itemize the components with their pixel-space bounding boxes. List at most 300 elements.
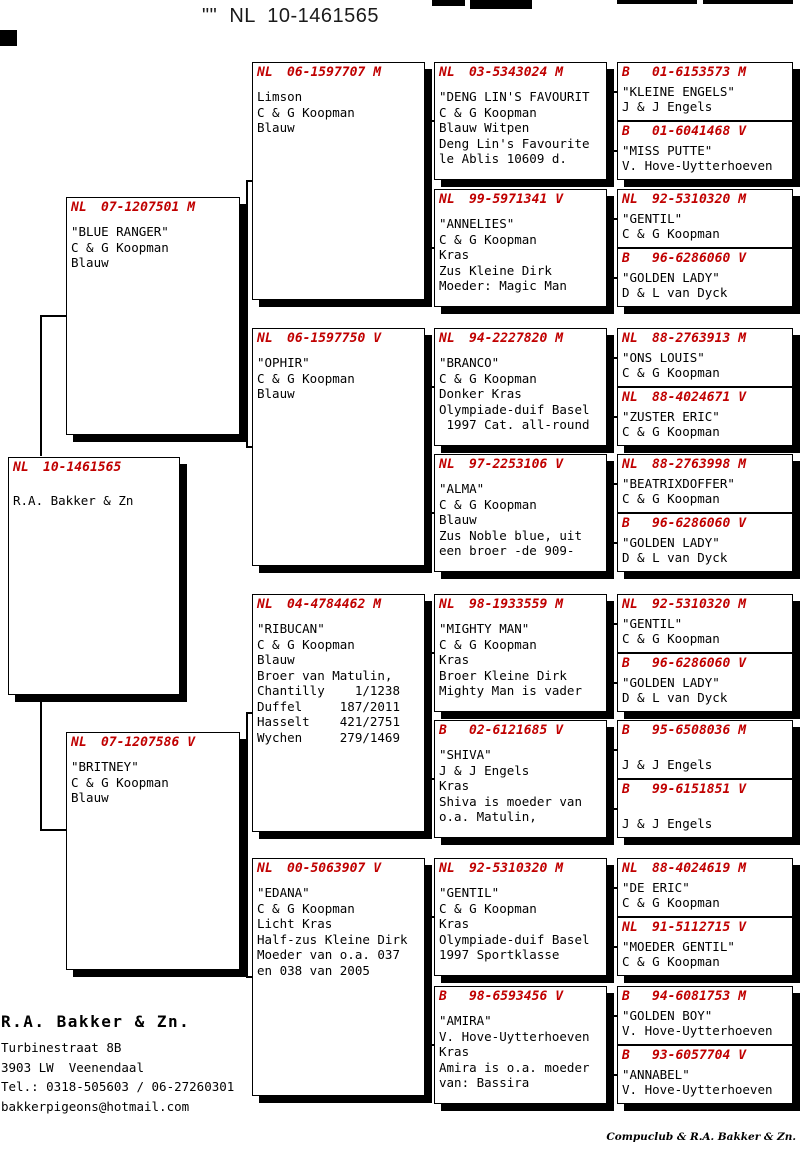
sex-code: M	[738, 861, 747, 876]
pedigree-text-line: Blauw	[257, 120, 295, 135]
pigeon-name: "GENTIL"	[622, 211, 683, 226]
pedigree-text-line	[257, 402, 422, 418]
ring-digits: 88-2763913	[652, 331, 731, 346]
connector-line	[40, 694, 42, 831]
owner-phone: Tel.: 0318-505603 / 06-27260301	[1, 1079, 235, 1094]
gg-grandparent-entry-9	[617, 594, 793, 653]
pedigree-text-line: Chantilly 1/1238	[257, 683, 400, 698]
pedigree-text-line: Blauw	[257, 386, 295, 401]
connector-line	[246, 712, 252, 714]
pedigree-text-line: Donker Kras	[439, 386, 522, 401]
ring-number	[622, 782, 790, 799]
pedigree-text-line: le Ablis 10609 d.	[439, 151, 567, 166]
country-code: B	[622, 782, 630, 797]
great-grandparent-box-6	[434, 720, 607, 838]
ring-number	[439, 457, 604, 474]
ring-number	[622, 1048, 790, 1065]
pedigree-text-line	[257, 136, 422, 152]
country-code: NL	[71, 200, 87, 215]
pigeon-name	[622, 801, 790, 816]
footer-credit: Compuclub & R.A. Bakker & Zn.	[606, 1131, 796, 1143]
pedigree-text-line: een broer -de 909-	[439, 543, 575, 558]
pedigree-text-line	[257, 167, 422, 183]
connector-line	[428, 652, 430, 780]
ring-digits: 88-4024671	[652, 390, 731, 405]
country-code: NL	[257, 65, 273, 80]
pedigree-text-line: Deng Lin's Favourite	[439, 135, 590, 151]
connector-line	[246, 180, 252, 182]
ring-number	[622, 251, 790, 268]
pedigree-text-line: Mighty Man is vader	[439, 683, 582, 698]
country-code: B	[622, 124, 630, 139]
ring-digits: 99-5971341	[469, 192, 548, 207]
pedigree-text-line: J & J Engels	[622, 816, 713, 831]
ring-number	[439, 331, 604, 348]
ring-number	[622, 457, 790, 474]
pedigree-text-line: C & G Koopman	[622, 895, 720, 910]
pedigree-text-line: Blauw	[71, 255, 109, 270]
ring-number	[622, 124, 790, 141]
gg-grandparent-entry-12	[617, 779, 793, 838]
pedigree-text-line: Limson	[257, 89, 303, 104]
ring-digits: 01-6041468	[652, 124, 731, 139]
subject-box	[8, 457, 180, 695]
ring-number	[439, 65, 604, 82]
sex-code: V	[555, 989, 564, 1004]
pedigree-text-line: Amira is o.a. moeder	[439, 1059, 590, 1075]
pigeon-name: "ZUSTER ERIC"	[622, 409, 720, 424]
great-grandparent-box-4	[434, 454, 607, 572]
gg-grandparent-entry-3	[617, 189, 793, 248]
country-code: NL	[622, 390, 638, 405]
sex-code: V	[555, 457, 564, 472]
ring-number	[622, 656, 790, 673]
great-grandparent-box-5	[434, 594, 607, 712]
pedigree-text-line: "SHIVA"	[439, 747, 492, 762]
pigeon-name: "ONS LOUIS"	[622, 350, 705, 365]
sex-code: M	[738, 723, 747, 738]
pedigree-text-line: C & G Koopman	[439, 370, 537, 386]
country-code: B	[622, 723, 630, 738]
ring-number	[622, 723, 790, 740]
sex-code: V	[555, 723, 564, 738]
pedigree-text-line: "GENTIL"	[439, 885, 500, 900]
sex-code: V	[738, 920, 747, 935]
pedigree-text-line: C & G Koopman	[257, 370, 355, 386]
gg-grandparent-entry-10	[617, 653, 793, 712]
connector-line	[428, 120, 430, 249]
pedigree-text-line: Olympiade-duif Basel	[439, 931, 590, 947]
sex-code: V	[738, 124, 747, 139]
great-grandparent-box-2	[434, 189, 607, 307]
pedigree-text-line	[257, 448, 422, 464]
gg-grandparent-entry-13	[617, 858, 793, 917]
ring-digits: 07-1207501	[101, 200, 180, 215]
country-code: NL	[71, 735, 87, 750]
connector-line	[610, 1015, 612, 1076]
sex-code: V	[738, 251, 747, 266]
pigeon-name: "DE ERIC"	[622, 880, 690, 895]
ring-number	[439, 723, 604, 740]
connector-line	[610, 91, 612, 152]
sex-code: M	[187, 200, 196, 215]
pedigree-text-line: "BRITNEY"	[71, 759, 139, 774]
connector-line	[428, 916, 430, 1046]
pedigree-text-line: C & G Koopman	[622, 631, 720, 646]
pedigree-text-line: "OPHIR"	[257, 355, 310, 370]
pedigree-text-line: J & J Engels	[439, 762, 530, 778]
country-code: NL	[622, 192, 638, 207]
country-code: B	[622, 656, 630, 671]
owner-email: bakkerpigeons@hotmail.com	[1, 1098, 190, 1114]
ring-digits: 92-5310320	[469, 861, 548, 876]
pedigree-text-line: C & G Koopman	[439, 496, 537, 512]
country-code: NL	[439, 192, 455, 207]
pedigree-text-line: Broer van Matulin,	[257, 667, 393, 683]
sex-code: M	[373, 65, 382, 80]
pedigree-text-line: Shiva is moeder van	[439, 793, 582, 809]
sex-code: V	[187, 735, 196, 750]
connector-line	[41, 829, 66, 831]
sex-code: V	[738, 390, 747, 405]
gg-grandparent-entry-7	[617, 454, 793, 513]
sex-code: M	[738, 457, 747, 472]
connector-line	[246, 446, 252, 448]
connector-line	[41, 315, 66, 317]
pedigree-text-line: Kras	[439, 247, 470, 262]
sex-code: V	[738, 516, 747, 531]
country-code: NL	[622, 331, 638, 346]
pedigree-text-line: C & G Koopman	[257, 636, 355, 652]
sex-code: M	[738, 597, 747, 612]
pedigree-text-line: C & G Koopman	[257, 104, 355, 120]
scan-artifact	[617, 0, 697, 4]
sex-code: V	[738, 656, 747, 671]
country-code: B	[439, 989, 447, 1004]
pedigree-text-line: Duffel 187/2011	[257, 698, 400, 714]
connector-line	[610, 808, 617, 810]
connector-line	[246, 180, 248, 448]
gg-grandparent-entry-8	[617, 513, 793, 572]
country-code: NL	[439, 457, 455, 472]
pedigree-text-line: Olympiade-duif Basel	[439, 401, 590, 417]
connector-line	[610, 749, 612, 810]
sex-code: M	[738, 989, 747, 1004]
ring-number	[257, 65, 422, 82]
pedigree-text-line: Moeder: Magic Man	[439, 278, 567, 293]
sex-code: V	[738, 1048, 747, 1063]
pedigree-title: "" NL 10-1461565	[202, 5, 380, 27]
pedigree-text-line	[257, 151, 422, 167]
ring-number	[622, 331, 790, 348]
pedigree-text-line: J & J Engels	[622, 99, 713, 114]
connector-line	[610, 887, 617, 889]
ring-digits: 96-6286060	[652, 251, 731, 266]
pedigree-text-line: "BLUE RANGER"	[71, 224, 169, 239]
sex-code: V	[373, 331, 382, 346]
mother-box	[66, 732, 240, 970]
pedigree-text-line: Kras	[439, 652, 470, 667]
ring-number	[71, 200, 237, 217]
pedigree-text-line: C & G Koopman	[622, 365, 720, 380]
country-code: B	[622, 251, 630, 266]
sex-code: M	[738, 331, 747, 346]
connector-line	[610, 682, 617, 684]
pedigree-text-line: V. Hove-Uytterhoeven	[439, 1028, 590, 1044]
owner-address-line: 3903 LW Veenendaal	[1, 1059, 144, 1075]
pedigree-text-line: Kras	[439, 916, 470, 931]
connector-line	[610, 277, 617, 279]
connector-line	[428, 247, 434, 249]
country-code: NL	[439, 65, 455, 80]
connector-line	[610, 357, 612, 418]
pigeon-name: "KLEINE ENGELS"	[622, 84, 735, 99]
connector-line	[246, 976, 252, 978]
connector-line	[428, 386, 430, 514]
pedigree-text-line: Broer Kleine Dirk	[439, 667, 567, 683]
sex-code: M	[555, 597, 564, 612]
pigeon-name: "MISS PUTTE"	[622, 143, 713, 158]
pigeon-name: "BEATRIXDOFFER"	[622, 476, 735, 491]
pedigree-text-line: C & G Koopman	[439, 900, 537, 916]
ring-number	[622, 192, 790, 209]
connector-line	[428, 512, 434, 514]
connector-line	[610, 623, 617, 625]
connector-line	[610, 483, 612, 544]
pedigree-text-line	[257, 433, 422, 449]
sex-code: M	[373, 597, 382, 612]
ring-number	[439, 192, 604, 209]
scan-artifact	[703, 0, 793, 4]
ring-number	[622, 989, 790, 1006]
ring-number	[257, 597, 422, 614]
country-code: B	[622, 65, 630, 80]
scan-artifact	[432, 0, 465, 6]
pedigree-text-line	[257, 978, 422, 994]
connector-line	[428, 1044, 434, 1046]
sex-code: V	[373, 861, 382, 876]
connector-line	[610, 623, 612, 684]
pigeon-name: "GOLDEN LADY"	[622, 535, 720, 550]
ring-number	[622, 920, 790, 937]
pedigree-text-line: en 038 van 2005	[257, 962, 370, 978]
ring-digits: 91-5112715	[652, 920, 731, 935]
ring-digits: 93-6057704	[652, 1048, 731, 1063]
pedigree-text-line: Zus Noble blue, uit	[439, 527, 582, 543]
pedigree-text-line: Moeder van o.a. 037	[257, 947, 400, 962]
pedigree-text-line: C & G Koopman	[622, 954, 720, 969]
pedigree-text-line: van: Bassira	[439, 1075, 530, 1090]
pedigree-text-line: Wychen 279/1469	[257, 729, 400, 745]
ring-number	[439, 597, 604, 614]
father-box	[66, 197, 240, 435]
ring-number	[622, 597, 790, 614]
ring-digits: 92-5310320	[652, 192, 731, 207]
ring-digits: 04-4784462	[287, 597, 366, 612]
country-code: B	[439, 723, 447, 738]
gg-grandparent-entry-11	[617, 720, 793, 779]
country-code: B	[622, 1048, 630, 1063]
pedigree-text-line: C & G Koopman	[257, 900, 355, 916]
connector-line	[610, 218, 612, 279]
country-code: NL	[622, 861, 638, 876]
ring-digits: 99-6151851	[652, 782, 731, 797]
pedigree-text-line	[257, 182, 422, 198]
connector-line	[428, 386, 434, 388]
ring-digits: 06-1597707	[287, 65, 366, 80]
sex-code: V	[738, 782, 747, 797]
ring-digits: 10-1461565	[43, 460, 122, 475]
gg-grandparent-entry-16	[617, 1045, 793, 1104]
connector-line	[40, 315, 42, 456]
pedigree-text-line: Blauw Witpen	[439, 120, 530, 135]
pigeon-name: "GENTIL"	[622, 616, 683, 631]
country-code: NL	[622, 597, 638, 612]
ring-digits: 98-1933559	[469, 597, 548, 612]
country-code: NL	[257, 331, 273, 346]
sex-code: M	[555, 331, 564, 346]
connector-line	[610, 91, 617, 93]
sex-code: M	[738, 192, 747, 207]
connector-line	[428, 778, 434, 780]
ring-digits: 02-6121685	[469, 723, 548, 738]
ring-digits: 97-2253106	[469, 457, 548, 472]
pedigree-text-line: Blauw	[257, 652, 295, 667]
pedigree-text-line	[257, 417, 422, 433]
owner-name: R.A. Bakker & Zn.	[1, 1012, 191, 1031]
connector-line	[610, 357, 617, 359]
pedigree-text-line: "ALMA"	[439, 481, 485, 496]
ring-number	[257, 331, 422, 348]
great-grandparent-box-7	[434, 858, 607, 976]
scan-artifact	[470, 0, 532, 9]
ring-digits: 94-6081753	[652, 989, 731, 1004]
connector-line	[428, 652, 434, 654]
pedigree-text-line: C & G Koopman	[439, 231, 537, 247]
connector-line	[610, 749, 617, 751]
connector-line	[610, 887, 612, 948]
ring-number	[622, 390, 790, 407]
pedigree-text-line: "DENG LIN'S FAVOURIT	[439, 89, 590, 104]
grandparent-box-2	[252, 328, 425, 566]
connector-line	[246, 712, 248, 978]
country-code: NL	[257, 861, 273, 876]
pedigree-text-line: J & J Engels	[622, 757, 713, 772]
pedigree-text-line: "AMIRA"	[439, 1013, 492, 1028]
great-grandparent-box-8	[434, 986, 607, 1104]
ring-digits: 00-5063907	[287, 861, 366, 876]
pigeon-name: "ANNABEL"	[622, 1067, 690, 1082]
gg-grandparent-entry-14	[617, 917, 793, 976]
pedigree-text-line	[257, 994, 422, 1010]
ring-digits: 95-6508036	[652, 723, 731, 738]
pedigree-text-line: Kras	[439, 778, 470, 793]
ring-digits: 88-4024619	[652, 861, 731, 876]
ring-number	[257, 861, 422, 878]
pedigree-text-line: C & G Koopman	[622, 491, 720, 506]
pedigree-text-line	[257, 464, 422, 480]
sex-code: M	[555, 65, 564, 80]
sex-code: M	[738, 65, 747, 80]
ring-number	[71, 735, 237, 752]
ring-number	[13, 460, 177, 477]
ring-number	[622, 516, 790, 533]
country-code: NL	[257, 597, 273, 612]
pedigree-text-line: Licht Kras	[257, 916, 333, 931]
ring-digits: 88-2763998	[652, 457, 731, 472]
connector-line	[428, 120, 434, 122]
pigeon-name: "MOEDER GENTIL"	[622, 939, 735, 954]
pigeon-name: "GOLDEN BOY"	[622, 1008, 713, 1023]
gg-grandparent-entry-1	[617, 62, 793, 121]
ring-digits: 96-6286060	[652, 656, 731, 671]
gg-grandparent-entry-5	[617, 328, 793, 387]
owner-block	[1, 1012, 234, 1116]
pedigree-text-line: "MIGHTY MAN"	[439, 621, 530, 636]
connector-line	[610, 946, 617, 948]
pedigree-text-line: D & L van Dyck	[622, 690, 728, 705]
connector-line	[610, 1015, 617, 1017]
pedigree-text-line: V. Hove-Uytterhoeven	[622, 1023, 773, 1038]
country-code: NL	[439, 331, 455, 346]
grandparent-box-4	[252, 858, 425, 1096]
owner-address-line: Turbinestraat 8B	[1, 1040, 122, 1055]
ring-number	[622, 65, 790, 82]
country-code: NL	[13, 460, 29, 475]
pedigree-text-line: Half-zus Kleine Dirk	[257, 931, 408, 947]
country-code: NL	[622, 457, 638, 472]
country-code: B	[622, 516, 630, 531]
connector-line	[610, 416, 617, 418]
ring-digits: 98-6593456	[469, 989, 548, 1004]
ring-digits: 06-1597750	[287, 331, 366, 346]
pedigree-text-line: D & L van Dyck	[622, 285, 728, 300]
pedigree-text-line: C & G Koopman	[439, 636, 537, 652]
great-grandparent-box-3	[434, 328, 607, 446]
country-code: B	[622, 989, 630, 1004]
pedigree-text-line: C & G Koopman	[439, 104, 537, 120]
pedigree-text-line: V. Hove-Uytterhoeven	[622, 1082, 773, 1097]
connector-line	[610, 542, 617, 544]
pedigree-text-line: 1997 Cat. all-round	[439, 417, 590, 432]
pedigree-text-line	[257, 198, 422, 214]
pedigree-text-line: C & G Koopman	[622, 424, 720, 439]
sex-code: M	[555, 861, 564, 876]
grandparent-box-3	[252, 594, 425, 832]
pedigree-text-line: R.A. Bakker & Zn	[13, 492, 134, 508]
gg-grandparent-entry-6	[617, 387, 793, 446]
ring-digits: 94-2227820	[469, 331, 548, 346]
ring-digits: 96-6286060	[652, 516, 731, 531]
ring-digits: 01-6153573	[652, 65, 731, 80]
gg-grandparent-entry-4	[617, 248, 793, 307]
country-code: NL	[439, 597, 455, 612]
ring-digits: 92-5310320	[652, 597, 731, 612]
pedigree-text-line: 1997 Sportklasse	[439, 947, 560, 962]
pedigree-text-line: Blauw	[439, 512, 477, 527]
connector-line	[610, 1074, 617, 1076]
pedigree-text-line: Hasselt 421/2751	[257, 714, 400, 729]
connector-line	[428, 916, 434, 918]
pedigree-text-line: "ANNELIES"	[439, 216, 515, 231]
pedigree-text-line: D & L van Dyck	[622, 550, 728, 565]
pedigree-text-line: "RIBUCAN"	[257, 621, 325, 636]
pedigree-text-line: C & G Koopman	[71, 774, 169, 790]
pedigree-text-line: "EDANA"	[257, 885, 310, 900]
pedigree-text-line: V. Hove-Uytterhoeven	[622, 158, 773, 173]
pedigree-text-line: Kras	[439, 1044, 470, 1059]
pigeon-name: "GOLDEN LADY"	[622, 675, 720, 690]
